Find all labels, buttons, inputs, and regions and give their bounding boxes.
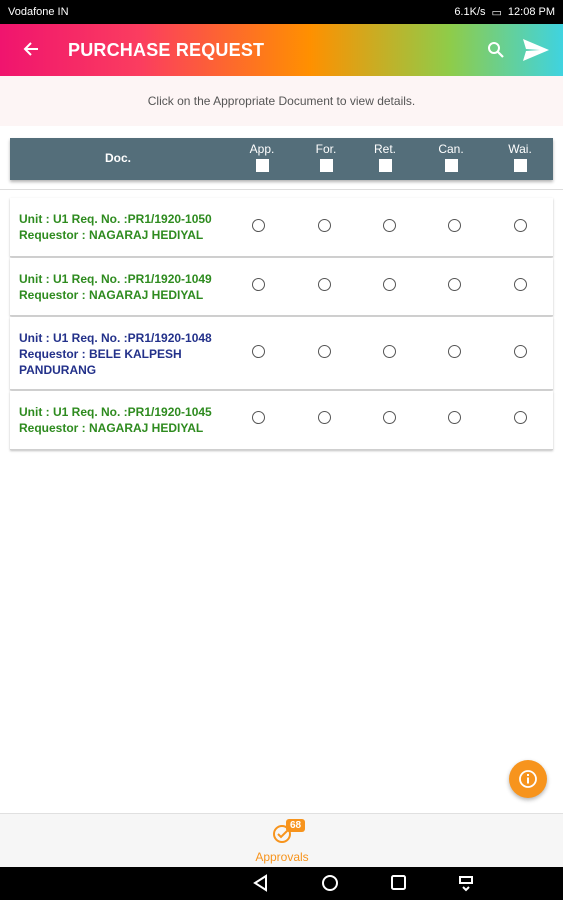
search-icon[interactable] xyxy=(486,40,506,60)
wait-radio[interactable] xyxy=(514,411,527,424)
wait-radio[interactable] xyxy=(514,219,527,232)
app-bar xyxy=(0,24,563,76)
system-home-icon[interactable] xyxy=(323,876,337,890)
approvals-tab[interactable] xyxy=(240,818,324,864)
approve-radio[interactable] xyxy=(252,345,265,358)
approve-radio[interactable] xyxy=(252,278,265,291)
system-back-icon[interactable] xyxy=(255,876,266,890)
table-header xyxy=(10,138,553,180)
send-icon[interactable] xyxy=(521,36,551,64)
return-radio[interactable] xyxy=(383,411,396,424)
forward-column: For. xyxy=(301,142,351,175)
table-row[interactable] xyxy=(10,258,553,316)
carrier-text: Vodafone IN xyxy=(8,6,69,18)
info-button[interactable] xyxy=(509,760,547,798)
return-column: Ret. xyxy=(360,142,410,175)
page-title: PURCHASE REQUEST xyxy=(68,39,265,60)
return-all-checkbox[interactable] xyxy=(379,159,392,172)
row-text: Unit : U1 Req. No. :PR1/1920-1045 Requestor : NAGARAJ HEDIYAL xyxy=(19,405,212,435)
approvals-badge: 68 xyxy=(286,819,305,832)
cancel-radio[interactable] xyxy=(448,411,461,424)
wait-radio[interactable] xyxy=(514,278,527,291)
battery-icon: ▭ xyxy=(491,6,502,19)
forward-all-checkbox[interactable] xyxy=(320,159,333,172)
bottom-nav xyxy=(0,813,563,868)
cancel-radio[interactable] xyxy=(448,278,461,291)
clock: 12:08 PM xyxy=(507,6,555,18)
approve-all-checkbox[interactable] xyxy=(256,159,269,172)
approve-radio[interactable] xyxy=(252,411,265,424)
keyboard-hide-icon[interactable] xyxy=(460,877,472,890)
forward-radio[interactable] xyxy=(318,345,331,358)
network-speed: 6.1K/s xyxy=(454,6,486,18)
table-row[interactable] xyxy=(10,198,553,257)
approvals-label: Approvals xyxy=(255,850,309,864)
system-nav-bar xyxy=(0,867,563,900)
back-arrow-icon[interactable] xyxy=(22,40,42,61)
approve-column: App. xyxy=(237,142,287,175)
table-row[interactable] xyxy=(10,317,553,390)
row-text: Unit : U1 Req. No. :PR1/1920-1049 Requestor : NAGARAJ HEDIYAL xyxy=(19,272,212,302)
status-bar xyxy=(0,0,563,24)
cancel-radio[interactable] xyxy=(448,219,461,232)
forward-radio[interactable] xyxy=(318,278,331,291)
cancel-all-checkbox[interactable] xyxy=(445,159,458,172)
divider xyxy=(0,189,563,190)
return-radio[interactable] xyxy=(383,345,396,358)
system-recents-icon[interactable] xyxy=(392,876,405,889)
forward-radio[interactable] xyxy=(318,411,331,424)
forward-radio[interactable] xyxy=(318,219,331,232)
row-text: Unit : U1 Req. No. :PR1/1920-1050 Requestor : NAGARAJ HEDIYAL xyxy=(19,212,212,242)
doc-column-header: Doc. xyxy=(105,151,132,165)
instruction-text: Click on the Appropriate Document to view details. xyxy=(0,76,563,126)
wait-radio[interactable] xyxy=(514,345,527,358)
return-radio[interactable] xyxy=(383,278,396,291)
approve-radio[interactable] xyxy=(252,219,265,232)
table-row[interactable] xyxy=(10,391,553,450)
cancel-column: Can. xyxy=(426,142,476,175)
return-radio[interactable] xyxy=(383,219,396,232)
info-icon xyxy=(518,769,538,789)
row-text: Unit : U1 Req. No. :PR1/1920-1048 Requestor : BELE KALPESH PANDURANG xyxy=(19,331,212,377)
wait-column: Wai. xyxy=(495,142,545,175)
cancel-radio[interactable] xyxy=(448,345,461,358)
wait-all-checkbox[interactable] xyxy=(514,159,527,172)
